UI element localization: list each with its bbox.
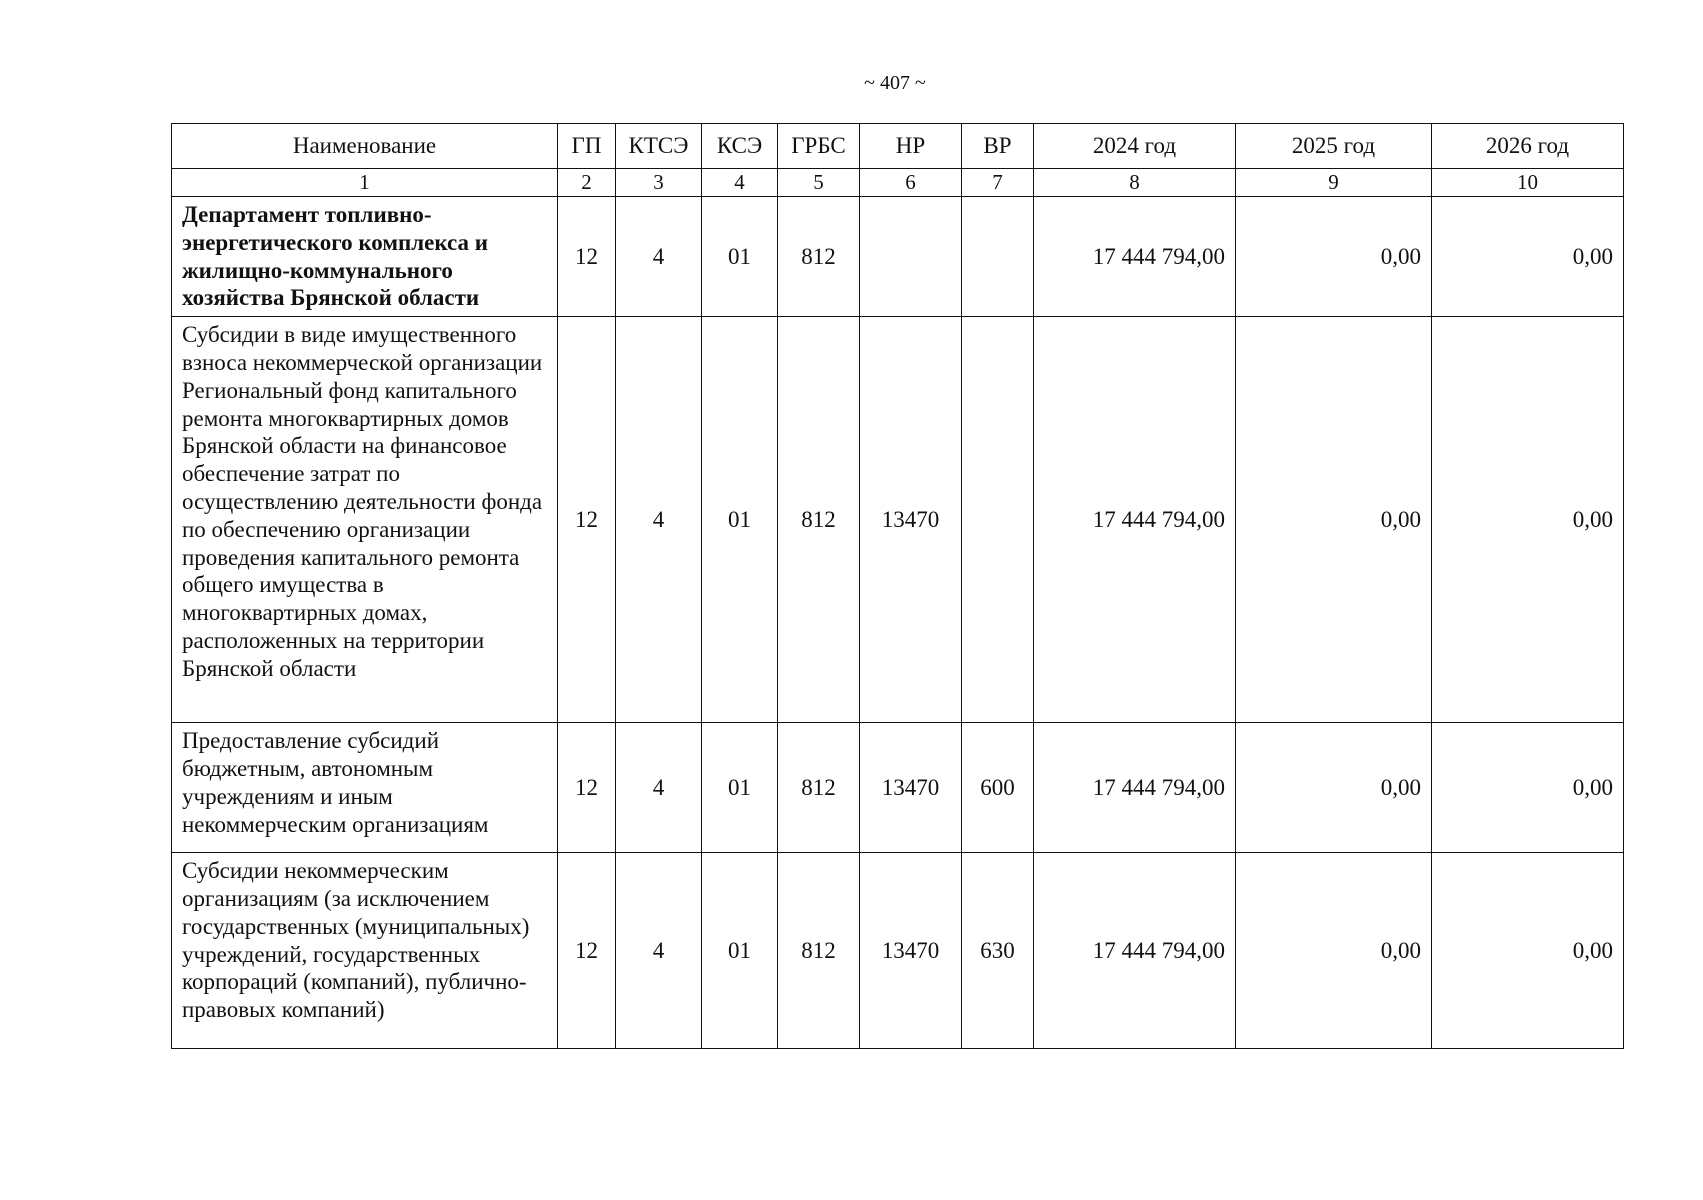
cell-vr [962,317,1034,723]
cell-2024: 17 444 794,00 [1034,197,1236,317]
cell-2026: 0,00 [1432,723,1624,853]
cell-gp: 12 [558,853,616,1049]
column-number: 5 [778,169,860,197]
cell-grbs: 812 [778,197,860,317]
row-name: Субсидии некоммерческим организациям (за исключением государственных (муниципальных) учреждений, государственных корпораций (компаний), публично-правовых компаний) [172,853,558,1049]
column-number: 8 [1034,169,1236,197]
column-header-2026: 2026 год [1432,124,1624,169]
table-row [172,317,1624,723]
cell-kse: 01 [702,317,778,723]
cell-nr [860,197,962,317]
cell-vr [962,197,1034,317]
column-header-kse: КСЭ [702,124,778,169]
cell-2024: 17 444 794,00 [1034,853,1236,1049]
header-row [172,124,1624,169]
cell-2026: 0,00 [1432,853,1624,1049]
cell-2025: 0,00 [1236,197,1432,317]
cell-grbs: 812 [778,853,860,1049]
cell-2024: 17 444 794,00 [1034,723,1236,853]
column-header-2024: 2024 год [1034,124,1236,169]
cell-grbs: 812 [778,317,860,723]
cell-nr: 13470 [860,853,962,1049]
column-number: 3 [616,169,702,197]
column-header-vr: ВР [962,124,1034,169]
cell-2024: 17 444 794,00 [1034,317,1236,723]
cell-2025: 0,00 [1236,723,1432,853]
column-number: 2 [558,169,616,197]
row-name: Субсидии в виде имущественного взноса некоммерческой организации Региональный фонд капитального ремонта многоквартирных домов Брянской области на финансовое обеспечение затрат по осуществлению деятельности фонда по обеспечению организации проведения капитального ремонта общего имущества в многоквартирных домах, расположенных на территории Брянской области [172,317,558,723]
cell-kse: 01 [702,853,778,1049]
cell-ktse: 4 [616,197,702,317]
cell-ktse: 4 [616,723,702,853]
cell-kse: 01 [702,723,778,853]
cell-2025: 0,00 [1236,853,1432,1049]
column-number: 10 [1432,169,1624,197]
cell-2025: 0,00 [1236,317,1432,723]
column-number: 7 [962,169,1034,197]
cell-ktse: 4 [616,853,702,1049]
column-number: 9 [1236,169,1432,197]
column-header-grbs: ГРБС [778,124,860,169]
column-header-name: Наименование [172,124,558,169]
page-number: ~ 407 ~ [864,72,926,94]
table-row [172,853,1624,1049]
column-header-2025: 2025 год [1236,124,1432,169]
column-number: 6 [860,169,962,197]
column-number: 4 [702,169,778,197]
cell-gp: 12 [558,317,616,723]
column-number: 1 [172,169,558,197]
cell-ktse: 4 [616,317,702,723]
cell-gp: 12 [558,197,616,317]
row-name: Предоставление субсидий бюджетным, автономным учреждениям и иным некоммерческим организациям [172,723,558,853]
cell-nr: 13470 [860,723,962,853]
column-header-nr: НР [860,124,962,169]
cell-grbs: 812 [778,723,860,853]
cell-vr: 600 [962,723,1034,853]
table-row [172,197,1624,317]
cell-2026: 0,00 [1432,317,1624,723]
cell-vr: 630 [962,853,1034,1049]
table-row [172,723,1624,853]
cell-kse: 01 [702,197,778,317]
column-number-row [172,169,1624,197]
cell-2026: 0,00 [1432,197,1624,317]
cell-gp: 12 [558,723,616,853]
cell-nr: 13470 [860,317,962,723]
budget-table [171,123,1624,1049]
column-header-gp: ГП [558,124,616,169]
row-name: Департамент топливно-энергетического комплекса и жилищно-коммунального хозяйства Брянской области [172,197,558,317]
column-header-ktse: КТСЭ [616,124,702,169]
